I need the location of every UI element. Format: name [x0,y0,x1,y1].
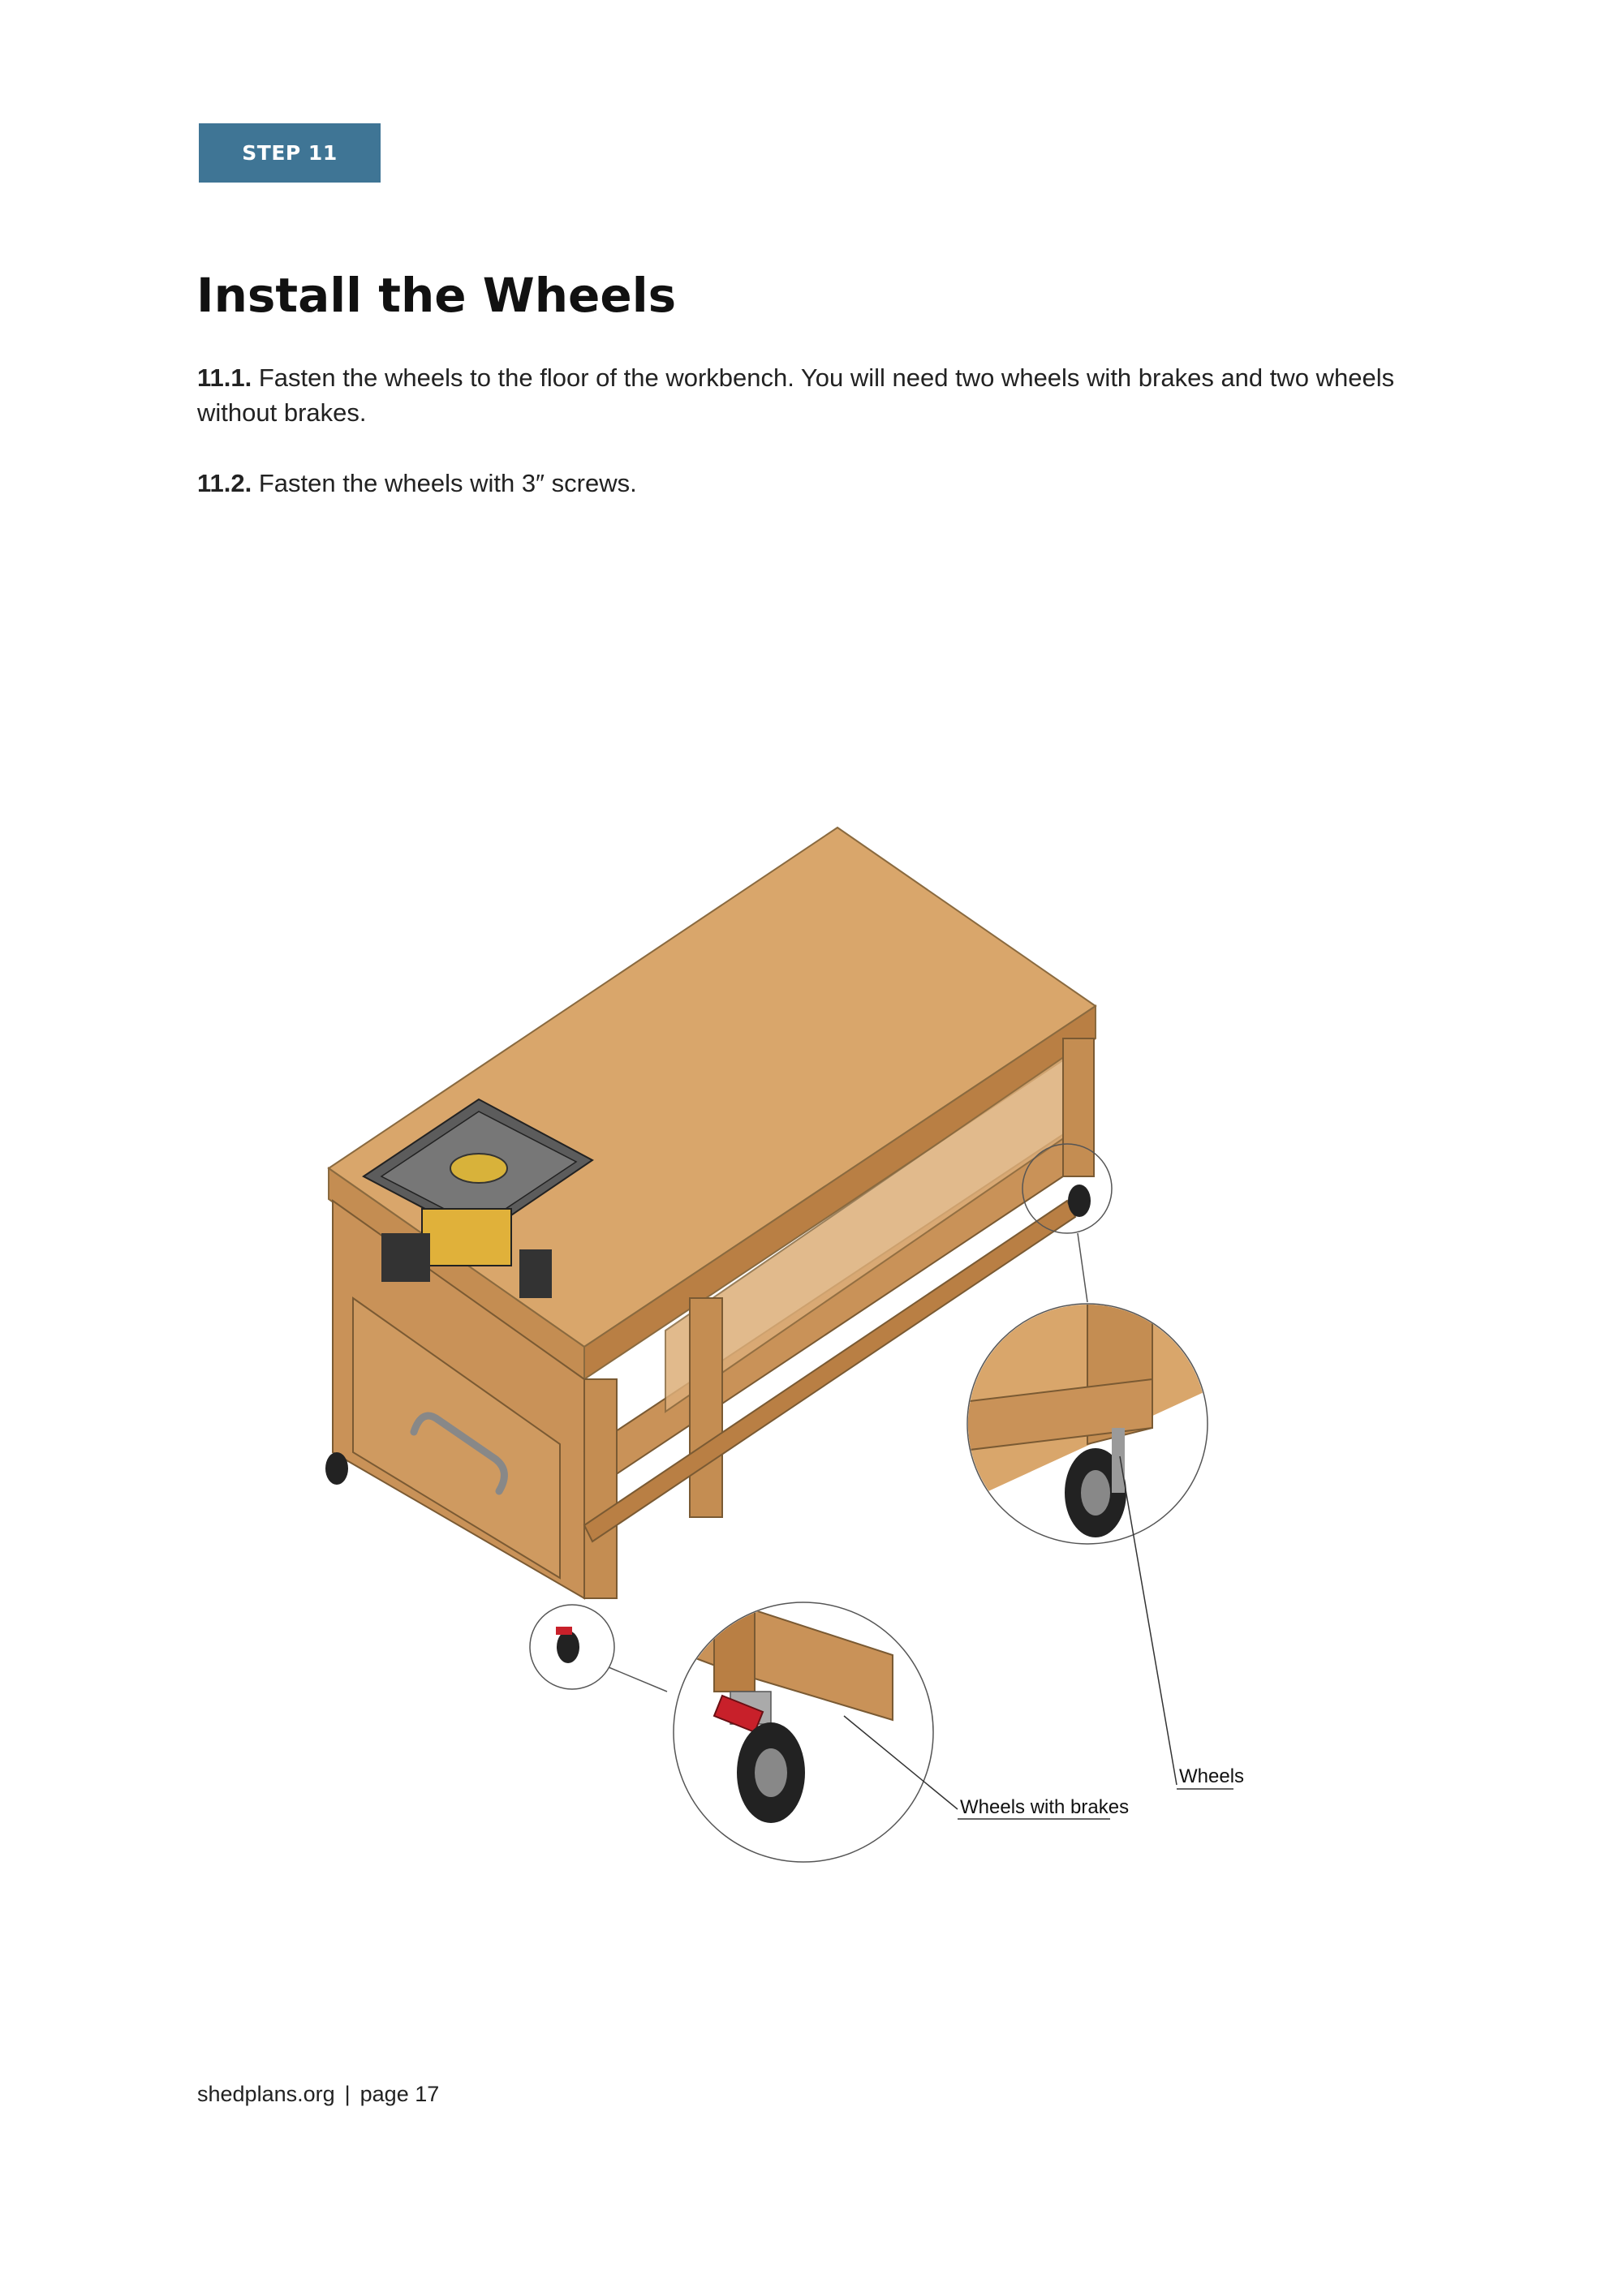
brake-pedal-small [556,1627,572,1635]
instruction-number: 11.2. [197,469,252,497]
leg-front-middle [584,1379,617,1598]
instruction-11-1 [197,360,1463,430]
step-label: STEP 11 [242,141,338,165]
step-badge [199,123,381,183]
callout-wheels-with-brakes: Wheels with brakes [960,1796,1130,1818]
page-footer [197,2082,439,2107]
footer-separator: | [344,2082,351,2106]
detail-wheels-with-brakes [665,1598,933,1862]
instruction-text: Fasten the wheels with 3″ screws. [258,469,637,497]
footer-site: shedplans.org [197,2082,335,2106]
leg-middle [690,1298,722,1517]
footer-page-number: page 17 [359,2082,440,2106]
leg-back-right [1063,1038,1094,1176]
workbench-illustration [276,811,1331,1915]
instruction-text: Fasten the wheels to the floor of the workbench. You will need two wheels with brakes and two wheels without brakes. [197,363,1395,427]
instruction-11-2 [197,466,1463,501]
callout-wheels: Wheels [1179,1765,1245,1787]
detail-wheels [949,1298,1250,1544]
page-title: Install the Wheels [196,268,677,323]
instruction-number: 11.1. [197,363,252,392]
